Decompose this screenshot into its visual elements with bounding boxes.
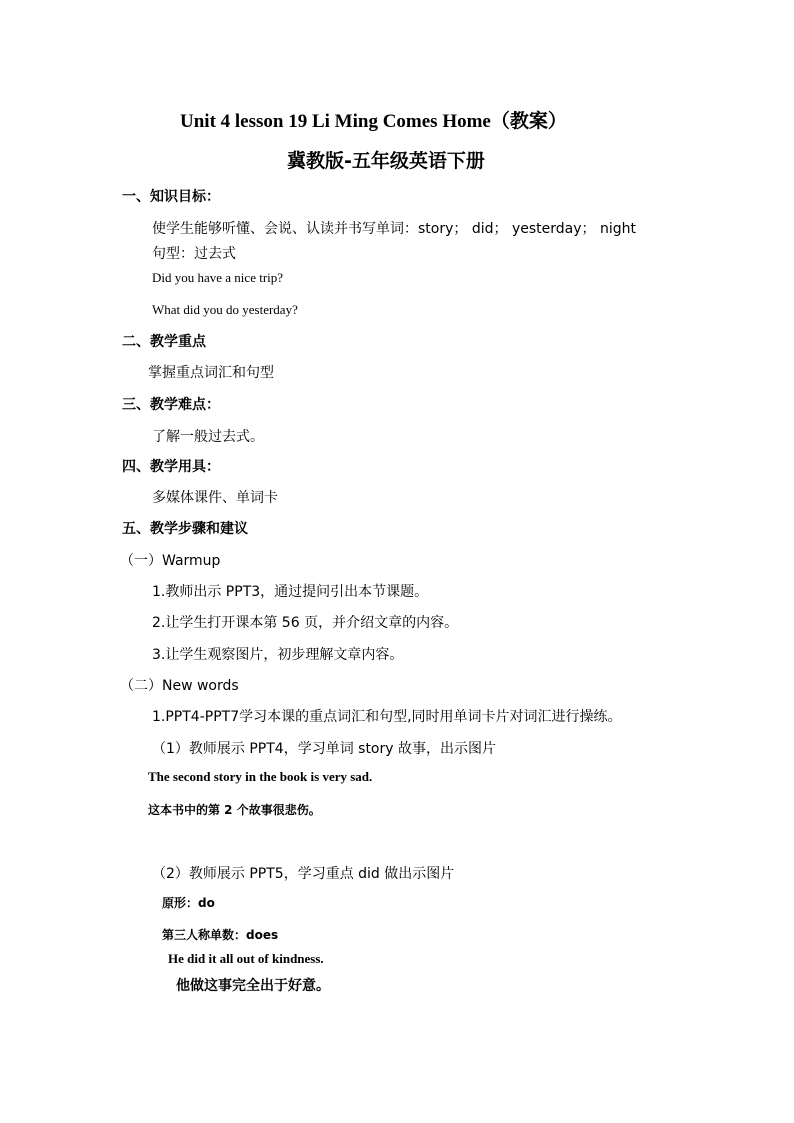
section-heading-knowledge: 一、知识目标： xyxy=(122,189,220,205)
section-heading-tools: 四、教学用具： xyxy=(122,459,220,475)
section-heading-difficulties: 三、教学难点： xyxy=(122,397,220,413)
step-heading-new-words: （二）New words xyxy=(120,678,239,694)
example-sentence-2: What did you do yesterday? xyxy=(152,302,298,317)
document-title: Unit 4 lesson 19 Li Ming Comes Home（教案） xyxy=(180,111,567,132)
tools-text: 多媒体课件、单词卡 xyxy=(152,490,278,506)
did-example-chinese: 他做这事完全出于好意。 xyxy=(176,978,330,994)
new-words-item-1: 1.PPT4-PPT7学习本课的重点词汇和句型,同时用单词卡片对词汇进行操练。 xyxy=(152,709,622,725)
vocabulary-line: 使学生能够听懂、会说、认读并书写单词：story； did； yesterday； night xyxy=(152,221,636,237)
story-example-english: The second story in the book is very sad. xyxy=(148,769,373,784)
section-heading-key-points: 二、教学重点 xyxy=(122,334,206,350)
warmup-item-3: 3.让学生观察图片，初步理解文章内容。 xyxy=(152,647,404,663)
key-points-text: 掌握重点词汇和句型 xyxy=(148,365,274,381)
section-heading-steps: 五、教学步骤和建议 xyxy=(122,521,248,537)
warmup-item-2: 2.让学生打开课本第 56 页，并介绍文章的内容。 xyxy=(152,615,459,631)
warmup-item-1: 1.教师出示 PPT3，通过提问引出本节课题。 xyxy=(152,584,429,600)
step-heading-warmup: （一）Warmup xyxy=(120,553,221,569)
difficulties-text: 了解一般过去式。 xyxy=(152,429,264,445)
document-subtitle: 冀教版-五年级英语下册 xyxy=(287,150,485,172)
did-third-person: 第三人称单数：does xyxy=(162,928,279,942)
did-example-english: He did it all out of kindness. xyxy=(168,951,324,966)
sub-item-did: （2）教师展示 PPT5，学习重点 did 做出示图片 xyxy=(152,866,455,882)
story-example-chinese: 这本书中的第 2 个故事很悲伤。 xyxy=(148,803,321,817)
example-sentence-1: Did you have a nice trip? xyxy=(152,270,284,285)
sentence-pattern-line: 句型：过去式 xyxy=(152,246,236,262)
sub-item-story: （1）教师展示 PPT4，学习单词 story 故事，出示图片 xyxy=(152,741,496,757)
did-base-form: 原形：do xyxy=(162,896,215,910)
